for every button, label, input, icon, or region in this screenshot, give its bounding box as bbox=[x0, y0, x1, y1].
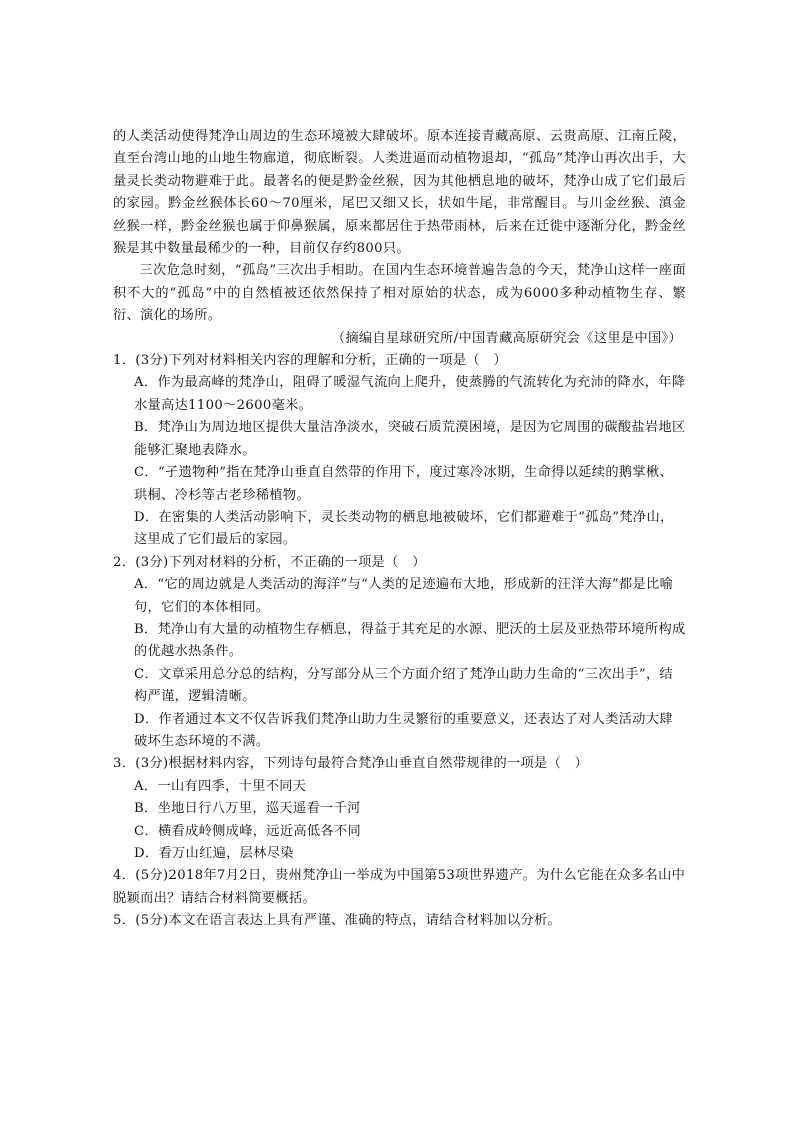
question-2-stem: 2．(3分)下列对材料的分析，不正确的一项是（ ） bbox=[113, 554, 426, 570]
passage-paragraph-2: 三次危急时刻，“孤岛”三次出手相助。在国内生态环境普遍告急的今天，梵净山这样一座面积不大的“孤岛”中的自然植被还依然保持了相对原始的状态，成为6000多种动植物生存、繁衍、演化的场所。 bbox=[113, 263, 686, 324]
question-3-option-a: A．一山有四季，十里不同天 bbox=[134, 778, 307, 794]
question-1-option-a: A．作为最高峰的梵净山，阻碍了暖湿气流向上爬升，使蒸腾的气流转化为充沛的降水，年降水量高达1100～2600毫米。 bbox=[134, 375, 686, 413]
question-3-option-b: B．坐地日行八万里，巡天遥看一千河 bbox=[134, 801, 361, 817]
question-5-stem: 5．(5分)本文在语言表达上具有严谨、准确的特点，请结合材料加以分析。 bbox=[113, 913, 562, 929]
question-4-stem: 4．(5分)2018年7月2日，贵州梵净山一举成为中国第53项世界遗产。为什么它能在众多名山中脱颖而出？请结合材料简要概括。 bbox=[113, 868, 686, 906]
passage-paragraph-1: 的人类活动使得梵净山周边的生态环境被大肆破坏。原本连接青藏高原、云贵高原、江南丘陵，直至台湾山地的山地生物廊道，彻底断裂。人类进逼而动植物退却，“孤岛”梵净山再次出手，大量灵长类动物避难于此。最著名的便是黔金丝猴，因为其他栖息地的破坏，梵净山成了它们最后的家园。黔金丝猴体长60～70厘米，尾巴又细又长，状如牛尾，非常醒目。与川金丝猴、滇金丝猴一样，黔金丝猴也属于仰鼻猴属，原来都居住于热带雨林，后来在迁徙中逐渐分化，黔金丝猴是其中数量最稀少的一种，目前仅存约800只。 bbox=[113, 129, 686, 257]
question-3-stem: 3．(3分)根据材料内容，下列诗句最符合梵净山垂直自然带规律的一项是（ ） bbox=[113, 756, 589, 772]
question-1-option-c: C．“孑遗物种”指在梵净山垂直自然带的作用下，度过寒冷冰期，生命得以延续的鹅掌楸、珙桐、冷杉等古老珍稀植物。 bbox=[134, 465, 674, 503]
question-2-option-d: D．作者通过本文不仅告诉我们梵净山助力生灵繁衍的重要意义，还表达了对人类活动大肆破坏生态环境的不满。 bbox=[134, 711, 673, 749]
question-2-option-b: B．梵净山有大量的动植物生存栖息，得益于其充足的水源、肥沃的土层及亚热带环境所构成的优越水热条件。 bbox=[134, 621, 686, 660]
question-1-option-d: D．在密集的人类活动影响下，灵长类动物的栖息地被破坏，它们都避难于“孤岛”梵净山，这里成了它们最后的家园。 bbox=[134, 509, 674, 548]
document-body bbox=[113, 126, 686, 933]
question-1-option-b: B．梵净山为周边地区提供大量洁净淡水，突破石质荒漠困境，是因为它周围的碳酸盐岩地区能够汇聚地表降水。 bbox=[134, 420, 686, 458]
question-1-stem: 1．(3分)下列对材料相关内容的理解和分析，正确的一项是（ ） bbox=[113, 353, 507, 369]
passage-source: （摘编自星球研究所/中国青藏高原研究会《这里是中国》） bbox=[331, 330, 682, 346]
question-3-option-c: C．横看成岭侧成峰，远近高低各不同 bbox=[134, 823, 362, 839]
question-2-option-a: A．“它的周边就是人类活动的海洋”与“人类的足迹遍布大地，形成新的汪洋大海”都是比喻句，它们的本体相同。 bbox=[134, 577, 674, 615]
question-2-option-c: C．文章采用总分总的结构，分写部分从三个方面介绍了梵净山助力生命的“三次出手”，结构严谨，逻辑清晰。 bbox=[134, 666, 674, 705]
question-3-option-d: D．看万山红遍，层林尽染 bbox=[134, 846, 294, 861]
